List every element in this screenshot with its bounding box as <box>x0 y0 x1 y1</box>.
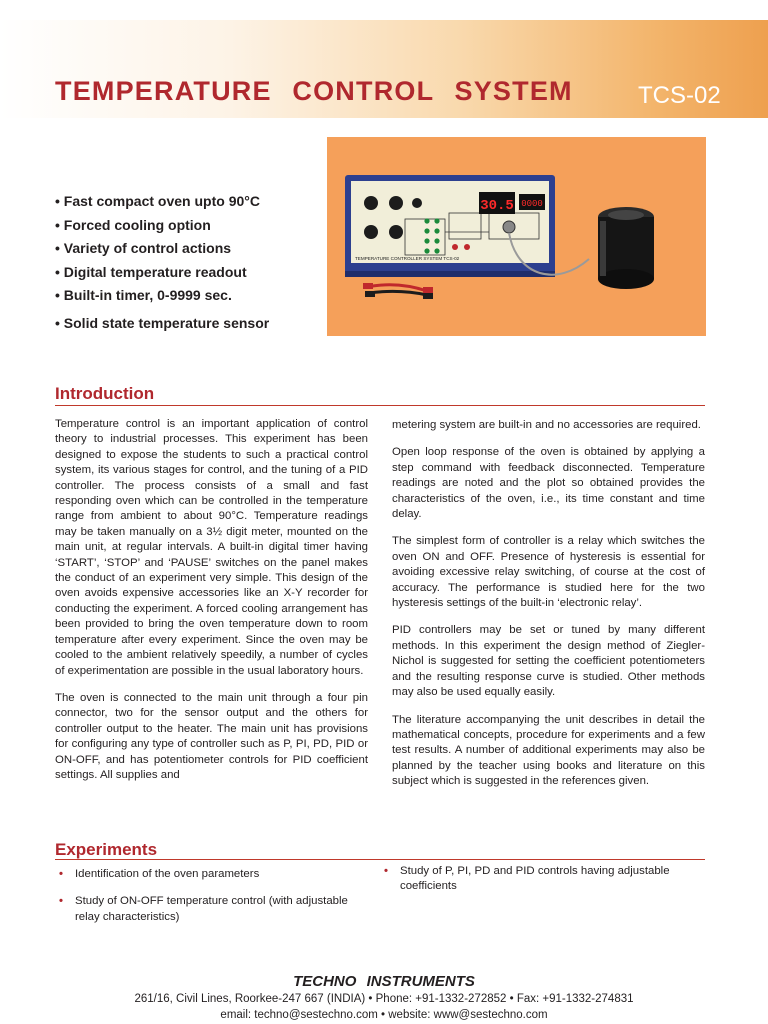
paragraph: The oven is connected to the main unit through a four pin connector, two for the sensor output and the others for controller output to the heater. The main unit has provisions for configuring any type of controller such as P, PI, PD, PID or ON-OFF, and has potentiometer controls for PID coefficient settings. All supplies and <box>55 691 368 781</box>
divider <box>55 859 705 860</box>
paragraph: Open loop response of the oven is obtained by applying a step command with feedback disconnected. Temperature readings are noted and the plot so obtained provides the characteristics of the oven, i.e., its time constant and time delay. <box>392 446 705 521</box>
knob-icon <box>364 225 378 239</box>
list-item: • Study of P, PI, PD and PID controls having adjustable coefficients <box>384 865 670 893</box>
feature-item: • Forced cooling option <box>55 216 211 233</box>
feature-item: • Fast compact oven upto 90°C <box>55 193 260 209</box>
feature-item: • Variety of control actions <box>55 240 232 256</box>
list-item: • Identification of the oven parameters <box>55 867 355 882</box>
feature-item: • Solid state temperature sensor <box>55 314 270 331</box>
front-panel <box>351 181 549 263</box>
paragraph: Temperature control is an important application of control theory to industrial processes. This experiment has been designed to expose the students to such a practical control system, its various stages for control, and the tuning of a PID controller. The process consists of a small and fast responding oven which can be controlled in the temperature range from ambient to about 90°C. Temperature readings may be taken manually on a 3½ digit meter, mounted on the main unit, at regular intervals. A built-in digital timer having ‘START’, ‘STOP’ and ‘PAUSE’ switches on the panel makes the conduct of an experiment very simple. This design of the oven avoids expensive accessories like an X-Y recorder for conducting the experiment. A forced cooling arrangement has been provided to bring the oven temperature down to room temperature after every experiment. Since the oven may be cooled to the ambient relatively speedily, a number of cycles of experimentation are possible in the usual laboratory hours. <box>55 418 368 677</box>
knob-icon <box>389 196 403 210</box>
product-code: TCS-02 <box>638 82 721 109</box>
company-name: TECHNO INSTRUMENTS <box>293 973 475 990</box>
company-address: 261/16, Civil Lines, Roorkee-247 667 (INDIA) • Phone: +91-1332-272852 • Fax: +91-1332-274831 <box>134 993 634 1005</box>
paragraph: The literature accompanying the unit describes in detail the mathematical concepts, procedure for experiments and a few test results. A number of additional experiments may also be planned by the teacher using books and literature on this subject which is suggested in the references given. <box>392 713 705 788</box>
introduction-heading: Introduction <box>55 384 155 403</box>
svg-text:TEMPERATURE CONTROLLER SYSTEM: TEMPERATURE CONTROLLER SYSTEM TCS-02 <box>355 256 460 261</box>
product-illustration <box>327 137 706 336</box>
bullet-icon: • <box>59 868 63 880</box>
divider <box>55 405 705 406</box>
experiments-left-list <box>55 867 355 937</box>
feature-list <box>55 190 269 335</box>
paragraph: metering system are built-in and no accessories are required. <box>392 419 701 431</box>
list-item: • Study of ON-OFF temperature control (with adjustable relay characteristics) <box>59 895 348 923</box>
product-photo <box>327 137 706 336</box>
company-contact: email: techno@sestechno.com • website: www@sestechno.com <box>220 1009 548 1021</box>
bullet-icon: • <box>59 895 63 908</box>
feature-item: • Built-in timer, 0-9999 sec. <box>55 287 232 303</box>
experiments-heading: Experiments <box>55 840 158 859</box>
bullet-icon: • <box>384 865 388 877</box>
intro-right-column <box>392 418 705 802</box>
page-title: TEMPERATURE CONTROL SYSTEM <box>55 76 573 106</box>
knob-icon <box>389 225 403 239</box>
paragraph: PID controllers may be set or tuned by many different methods. In this experiment the design method of Ziegler-Nichol is suggested for setting the coefficient potentiometers and the resulting response curve is studied. Other methods may also be used equally easily. <box>392 624 705 699</box>
intro-left-column <box>55 417 368 795</box>
svg-text:30.5: 30.5 <box>480 198 514 214</box>
paragraph: The simplest form of controller is a relay which switches the oven ON and OFF. Presence of hysteresis is essential for avoiding excessive relay switching, of course at the cost of accuracy. The performance is studied here for the two hysteresis settings of the built-in ‘electronic relay’. <box>392 535 705 610</box>
experiments-right-list <box>380 864 680 907</box>
knob-icon <box>364 196 378 210</box>
knob-icon <box>412 198 422 208</box>
feature-item: • Digital temperature readout <box>55 263 247 280</box>
svg-text:0000: 0000 <box>521 199 543 209</box>
